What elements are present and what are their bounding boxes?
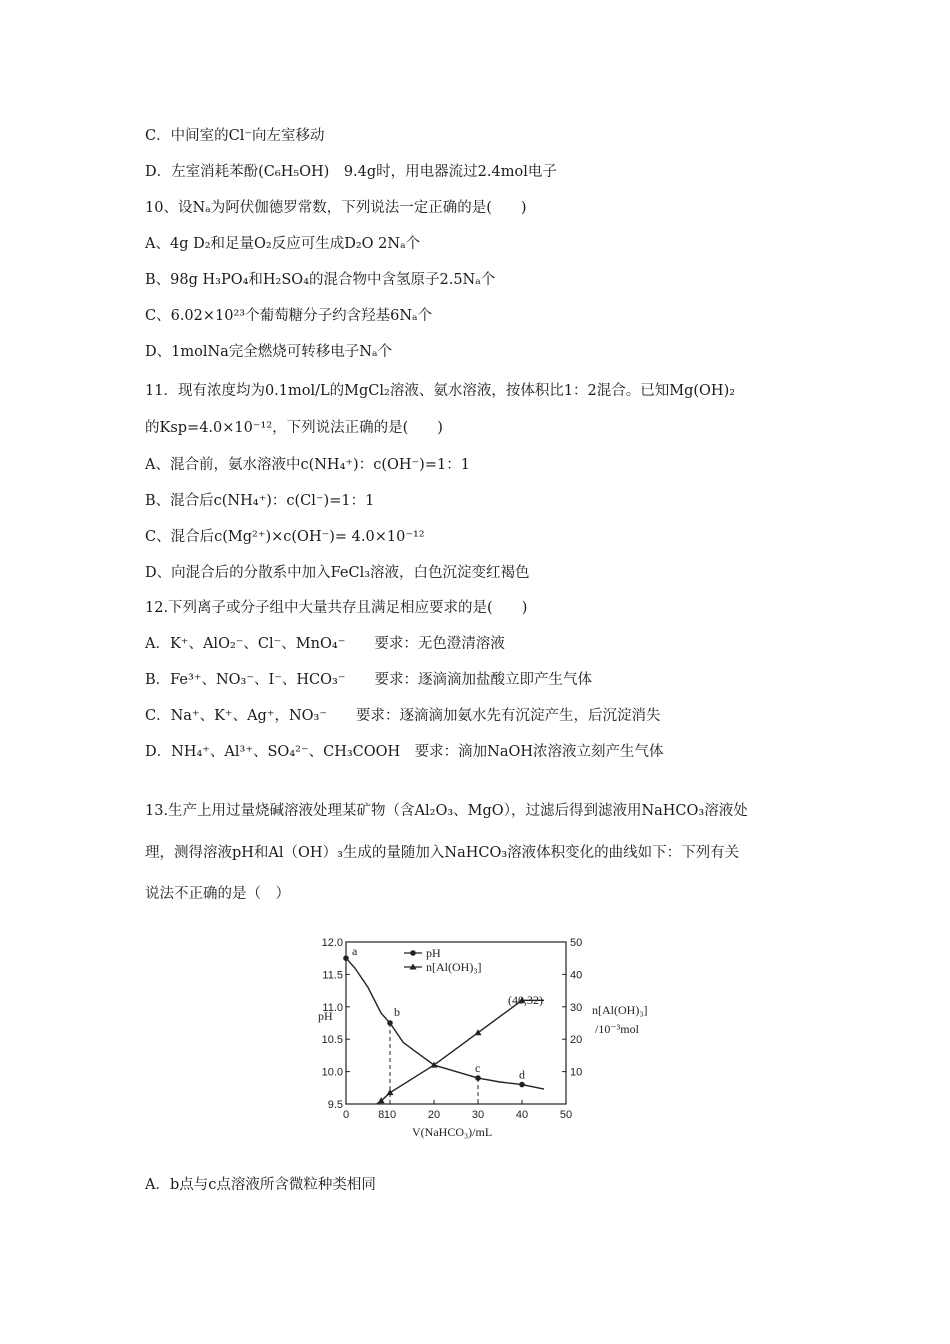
question-12-option-b: B．Fe³⁺、NO₃⁻、I⁻、HCO₃⁻ 要求：逐滴滴加盐酸立即产生气体 [145, 672, 592, 688]
legend [404, 946, 482, 974]
chart-svg [300, 930, 660, 1145]
x-tick-label-6: 50 [559, 1109, 573, 1121]
series-ph-line [346, 958, 544, 1089]
question-10-option-b: B、98g H₃PO₄和H₂SO₄的混合物中含氢原子2.5Nₐ个 [145, 272, 496, 288]
question-12-option-a: A．K⁺、AlO₂⁻、Cl⁻、MnO₄⁻ 要求：无色澄清溶液 [145, 636, 505, 652]
point-label-a: a [352, 944, 358, 959]
series-aloh3-line [377, 1000, 544, 1104]
question-10-option-c: C、6.02×10²³个葡萄糖分子约含羟基6Nₐ个 [145, 308, 433, 324]
ph-point-c [475, 1075, 481, 1081]
question-11-stem: 11．现有浓度均为0.1mol/L的MgCl₂溶液、氨水溶液，按体积比1：2混合。已知Mg(OH)₂ [145, 383, 736, 399]
question-12-option-c: C．Na⁺、K⁺、Ag⁺，NO₃⁻ 要求：逐滴滴加氨水先有沉淀产生，后沉淀消失 [145, 708, 661, 724]
point-label-b: b [394, 1005, 400, 1019]
x-tick-label-5: 40 [515, 1109, 529, 1121]
ph-aloh3-chart [300, 930, 660, 1145]
y-tick-label-0: 9.5 [327, 1099, 343, 1111]
question-13-stem-2: 理，测得溶液pH和Al（OH）₃生成的量随加入NaHCO₃溶液体积变化的曲线如下：下列有关 [145, 845, 740, 861]
question-13-option-a: A．b点与c点溶液所含微粒种类相同 [145, 1177, 376, 1193]
question-9-option-d: D．左室消耗苯酚(C₆H₅OH) 9.4g时，用电器流过2.4mol电子 [145, 164, 557, 180]
question-12-stem: 12.下列离子或分子组中大量共存且满足相应要求的是( ) [145, 600, 528, 616]
legend-ph-label: pH [426, 946, 441, 960]
question-11-option-d: D、向混合后的分散系中加入FeCl₃溶液，白色沉淀变红褐色 [145, 565, 530, 581]
y-tick-label-1: 10.0 [321, 1066, 343, 1079]
y2-tick-label-0: 10 [570, 1066, 583, 1079]
y-tick-label-2: 10.5 [321, 1034, 343, 1047]
x-tick-label-2: 10 [383, 1109, 397, 1121]
point-label-d: d [519, 1067, 525, 1082]
legend-aloh3-label: n[Al(OH)₃] [426, 960, 482, 974]
ph-point-b [387, 1020, 393, 1026]
question-9-option-c: C．中间室的Cl⁻向左室移动 [145, 128, 325, 144]
y2-axis-label-line2: /10⁻³mol [595, 1022, 639, 1036]
ph-point-d [519, 1082, 525, 1088]
question-10-option-d: D、1molNa完全燃烧可转移电子Nₐ个 [145, 344, 393, 360]
y2-tick-label-4: 50 [570, 937, 583, 949]
y-tick-label-5: 12.0 [321, 937, 343, 949]
y2-axis-label-line1: n[Al(OH)₃] [592, 1003, 648, 1017]
question-11-stem-cont: 的Ksp=4.0×10⁻¹²，下列说法正确的是( ) [145, 420, 443, 436]
x-axis-label: V(NaHCO₃)/mL [412, 1125, 493, 1139]
annotation-40-32: (40,32) [508, 993, 543, 1007]
x-tick-label-1: 8 [378, 1109, 385, 1121]
y2-tick-label-2: 30 [570, 1001, 583, 1014]
y2-tick-label-3: 40 [570, 969, 583, 982]
question-12-option-d: D．NH₄⁺、Al³⁺、SO₄²⁻、CH₃COOH 要求：滴加NaOH浓溶液立刻产生气体 [145, 744, 664, 760]
question-13-stem-1: 13.生产上用过量烧碱溶液处理某矿物（含Al₂O₃、MgO），过滤后得到滤液用NaHCO₃溶液处 [145, 803, 748, 819]
x-tick-label-0: 0 [342, 1109, 350, 1121]
y-tick-label-4: 11.5 [322, 969, 343, 982]
question-11-option-c: C、混合后c(Mg²⁺)×c(OH⁻)= 4.0×10⁻¹² [145, 529, 425, 545]
question-13-stem-3: 说法不正确的是（ ） [145, 886, 290, 902]
legend-ph-marker [410, 950, 416, 956]
question-11-option-b: B、混合后c(NH₄⁺)：c(Cl⁻)=1：1 [145, 493, 375, 509]
aloh3-point-1 [387, 1089, 394, 1095]
y-axis-label: pH [318, 1009, 333, 1023]
y2-tick-label-1: 20 [570, 1034, 583, 1047]
y-tick-label-3: 11.0 [322, 1001, 343, 1014]
x-tick-label-3: 20 [427, 1109, 441, 1121]
question-11-option-a: A、混合前，氨水溶液中c(NH₄⁺)：c(OH⁻)=1：1 [145, 457, 470, 473]
ph-point-a [343, 955, 349, 961]
question-10-option-a: A、4g D₂和足量O₂反应可生成D₂O 2Nₐ个 [145, 236, 421, 252]
x-tick-label-4: 30 [471, 1109, 485, 1121]
question-10-stem: 10、设Nₐ为阿伏伽德罗常数，下列说法一定正确的是( ) [145, 200, 527, 216]
point-label-c: c [475, 1061, 481, 1076]
